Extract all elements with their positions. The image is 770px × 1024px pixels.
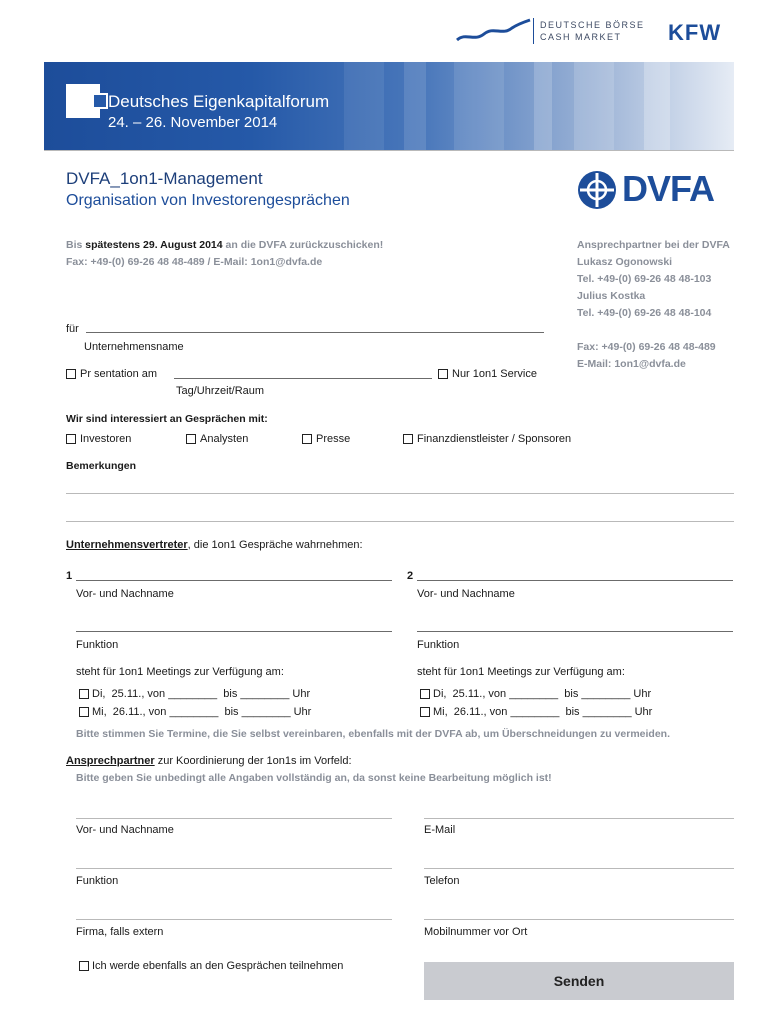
dvfa-logo: DVFA xyxy=(622,168,715,209)
company-name-field[interactable] xyxy=(86,332,544,333)
coordinator-phone-caption: Telefon xyxy=(424,875,460,887)
banner-logo-square-icon xyxy=(92,93,108,109)
coordinator-function-field[interactable] xyxy=(76,868,392,869)
person1-day1-checkbox[interactable] xyxy=(79,689,89,699)
participate-label: Ich werde ebenfalls an den Gesprächen teilnehmen xyxy=(92,960,344,972)
representatives-heading xyxy=(66,539,363,551)
person2-function-caption: Funktion xyxy=(417,639,460,651)
banner-underline xyxy=(44,150,734,151)
coordinator-email-caption: E-Mail xyxy=(424,824,456,836)
submit-button[interactable]: Senden xyxy=(424,962,734,1000)
coordinator-function-caption: Funktion xyxy=(76,875,119,887)
person2-name-caption: Vor- und Nachname xyxy=(417,588,515,600)
exchange-name-line2: CASH MARKET xyxy=(540,32,622,42)
company-name-caption: Unternehmensname xyxy=(84,341,184,353)
deadline-suffix: an die DVFA zurückzuschicken! xyxy=(225,239,384,251)
person1-availability: steht für 1on1 Meetings zur Verfügung am: xyxy=(76,666,284,678)
investors-checkbox[interactable] xyxy=(66,434,76,444)
participate-checkbox[interactable] xyxy=(79,961,89,971)
presentation-checkbox[interactable] xyxy=(66,369,76,379)
fuer-label: für xyxy=(66,323,79,335)
person2-day1-checkbox[interactable] xyxy=(420,689,430,699)
representatives-note: Bitte stimmen Sie Termine, die Sie selbst vereinbaren, ebenfalls mit der DVFA ab, um Überschneidungen zu vermeiden. xyxy=(76,728,670,740)
person2-day1-label: Di, 25.11., von ________ bis ________ Uhr xyxy=(433,688,652,700)
contact-tel1: Tel. +49-(0) 69-26 48 48-103 xyxy=(577,273,712,285)
person2-availability: steht für 1on1 Meetings zur Verfügung am: xyxy=(417,666,625,678)
contact-fax: Fax: +49-(0) 69-26 48 48-489 xyxy=(577,341,716,353)
financial-services-label: Finanzdienstleister / Sponsoren xyxy=(417,433,572,445)
contact-heading: Ansprechpartner bei der DVFA xyxy=(577,239,730,251)
deutsche-boerse-logo-icon xyxy=(456,18,532,44)
person2-day2-checkbox[interactable] xyxy=(420,707,430,717)
coordinator-company-caption: Firma, falls extern xyxy=(76,926,164,938)
person1-day2-checkbox[interactable] xyxy=(79,707,89,717)
exchange-name-line1: DEUTSCHE BÖRSE xyxy=(540,20,645,30)
press-checkbox[interactable] xyxy=(302,434,312,444)
coordinator-name-field[interactable] xyxy=(76,818,392,819)
coordinator-email-field[interactable] xyxy=(424,818,734,819)
coordinator-heading xyxy=(66,755,352,767)
coordinator-mobile-field[interactable] xyxy=(424,919,734,920)
kfw-logo: KFW xyxy=(668,20,722,45)
only-service-label: Nur 1on1 Service xyxy=(452,368,537,380)
coordinator-heading-bold: Ansprechpartner xyxy=(66,755,155,767)
financial-services-checkbox[interactable] xyxy=(403,434,413,444)
investors-label: Investoren xyxy=(80,433,132,445)
form-subtitle: Organisation von Investorengesprächen xyxy=(66,192,350,209)
representatives-heading-rest: , die 1on1 Gespräche wahrnehmen: xyxy=(187,539,363,551)
coordinator-company-field[interactable] xyxy=(76,919,392,920)
representatives-heading-bold: Unternehmensvertreter xyxy=(66,539,188,551)
person1-day2-label: Mi, 26.11., von ________ bis ________ Uhr xyxy=(92,706,312,718)
contact-tel2: Tel. +49-(0) 69-26 48 48-104 xyxy=(577,307,712,319)
deadline-prefix: Bis xyxy=(66,239,83,251)
deadline-line xyxy=(66,239,383,251)
deadline-date: spätestens 29. August 2014 xyxy=(85,239,223,251)
analysts-label: Analysten xyxy=(200,433,249,445)
fax-email-line: Fax: +49-(0) 69-26 48 48-489 / E-Mail: 1on1@dvfa.de xyxy=(66,256,323,268)
coordinator-phone-field[interactable] xyxy=(424,868,734,869)
header-divider xyxy=(533,18,534,44)
banner-title: Deutsches Eigenkapitalforum xyxy=(108,92,330,111)
person2-name-field[interactable] xyxy=(417,580,733,581)
contact-person2: Julius Kostka xyxy=(577,290,646,302)
coordinator-name-caption: Vor- und Nachname xyxy=(76,824,174,836)
person2-number: 2 xyxy=(407,570,414,582)
press-label: Presse xyxy=(316,433,351,445)
person2-function-field[interactable] xyxy=(417,631,733,632)
person1-name-caption: Vor- und Nachname xyxy=(76,588,174,600)
presentation-label: Pr sentation am xyxy=(80,368,158,380)
person1-function-caption: Funktion xyxy=(76,639,119,651)
presentation-caption: Tag/Uhrzeit/Raum xyxy=(176,385,265,397)
person1-day1-label: Di, 25.11., von ________ bis ________ Uhr xyxy=(92,688,311,700)
remarks-line-1[interactable] xyxy=(66,493,734,494)
coordinator-mobile-caption: Mobilnummer vor Ort xyxy=(424,926,528,938)
person1-number: 1 xyxy=(66,570,73,582)
person2-day2-label: Mi, 26.11., von ________ bis ________ Uhr xyxy=(433,706,653,718)
banner-date: 24. – 26. November 2014 xyxy=(108,114,278,131)
person1-name-field[interactable] xyxy=(76,580,392,581)
remarks-heading: Bemerkungen xyxy=(66,460,137,472)
contact-email: E-Mail: 1on1@dvfa.de xyxy=(577,358,686,370)
person1-function-field[interactable] xyxy=(76,631,392,632)
coordinator-heading-rest: zur Koordinierung der 1on1s im Vorfeld: xyxy=(154,755,352,767)
presentation-field[interactable] xyxy=(174,378,432,379)
remarks-line-2[interactable] xyxy=(66,521,734,522)
contact-person1: Lukasz Ogonowski xyxy=(577,256,673,268)
analysts-checkbox[interactable] xyxy=(186,434,196,444)
interest-heading: Wir sind interessiert an Gesprächen mit: xyxy=(66,413,268,425)
form-title: DVFA_1on1-Management xyxy=(66,169,263,188)
coordinator-note: Bitte geben Sie unbedingt alle Angaben vollständig an, da sonst keine Bearbeitung möglich ist! xyxy=(76,772,552,784)
only-service-checkbox[interactable] xyxy=(438,369,448,379)
dvfa-emblem-icon xyxy=(576,169,618,211)
